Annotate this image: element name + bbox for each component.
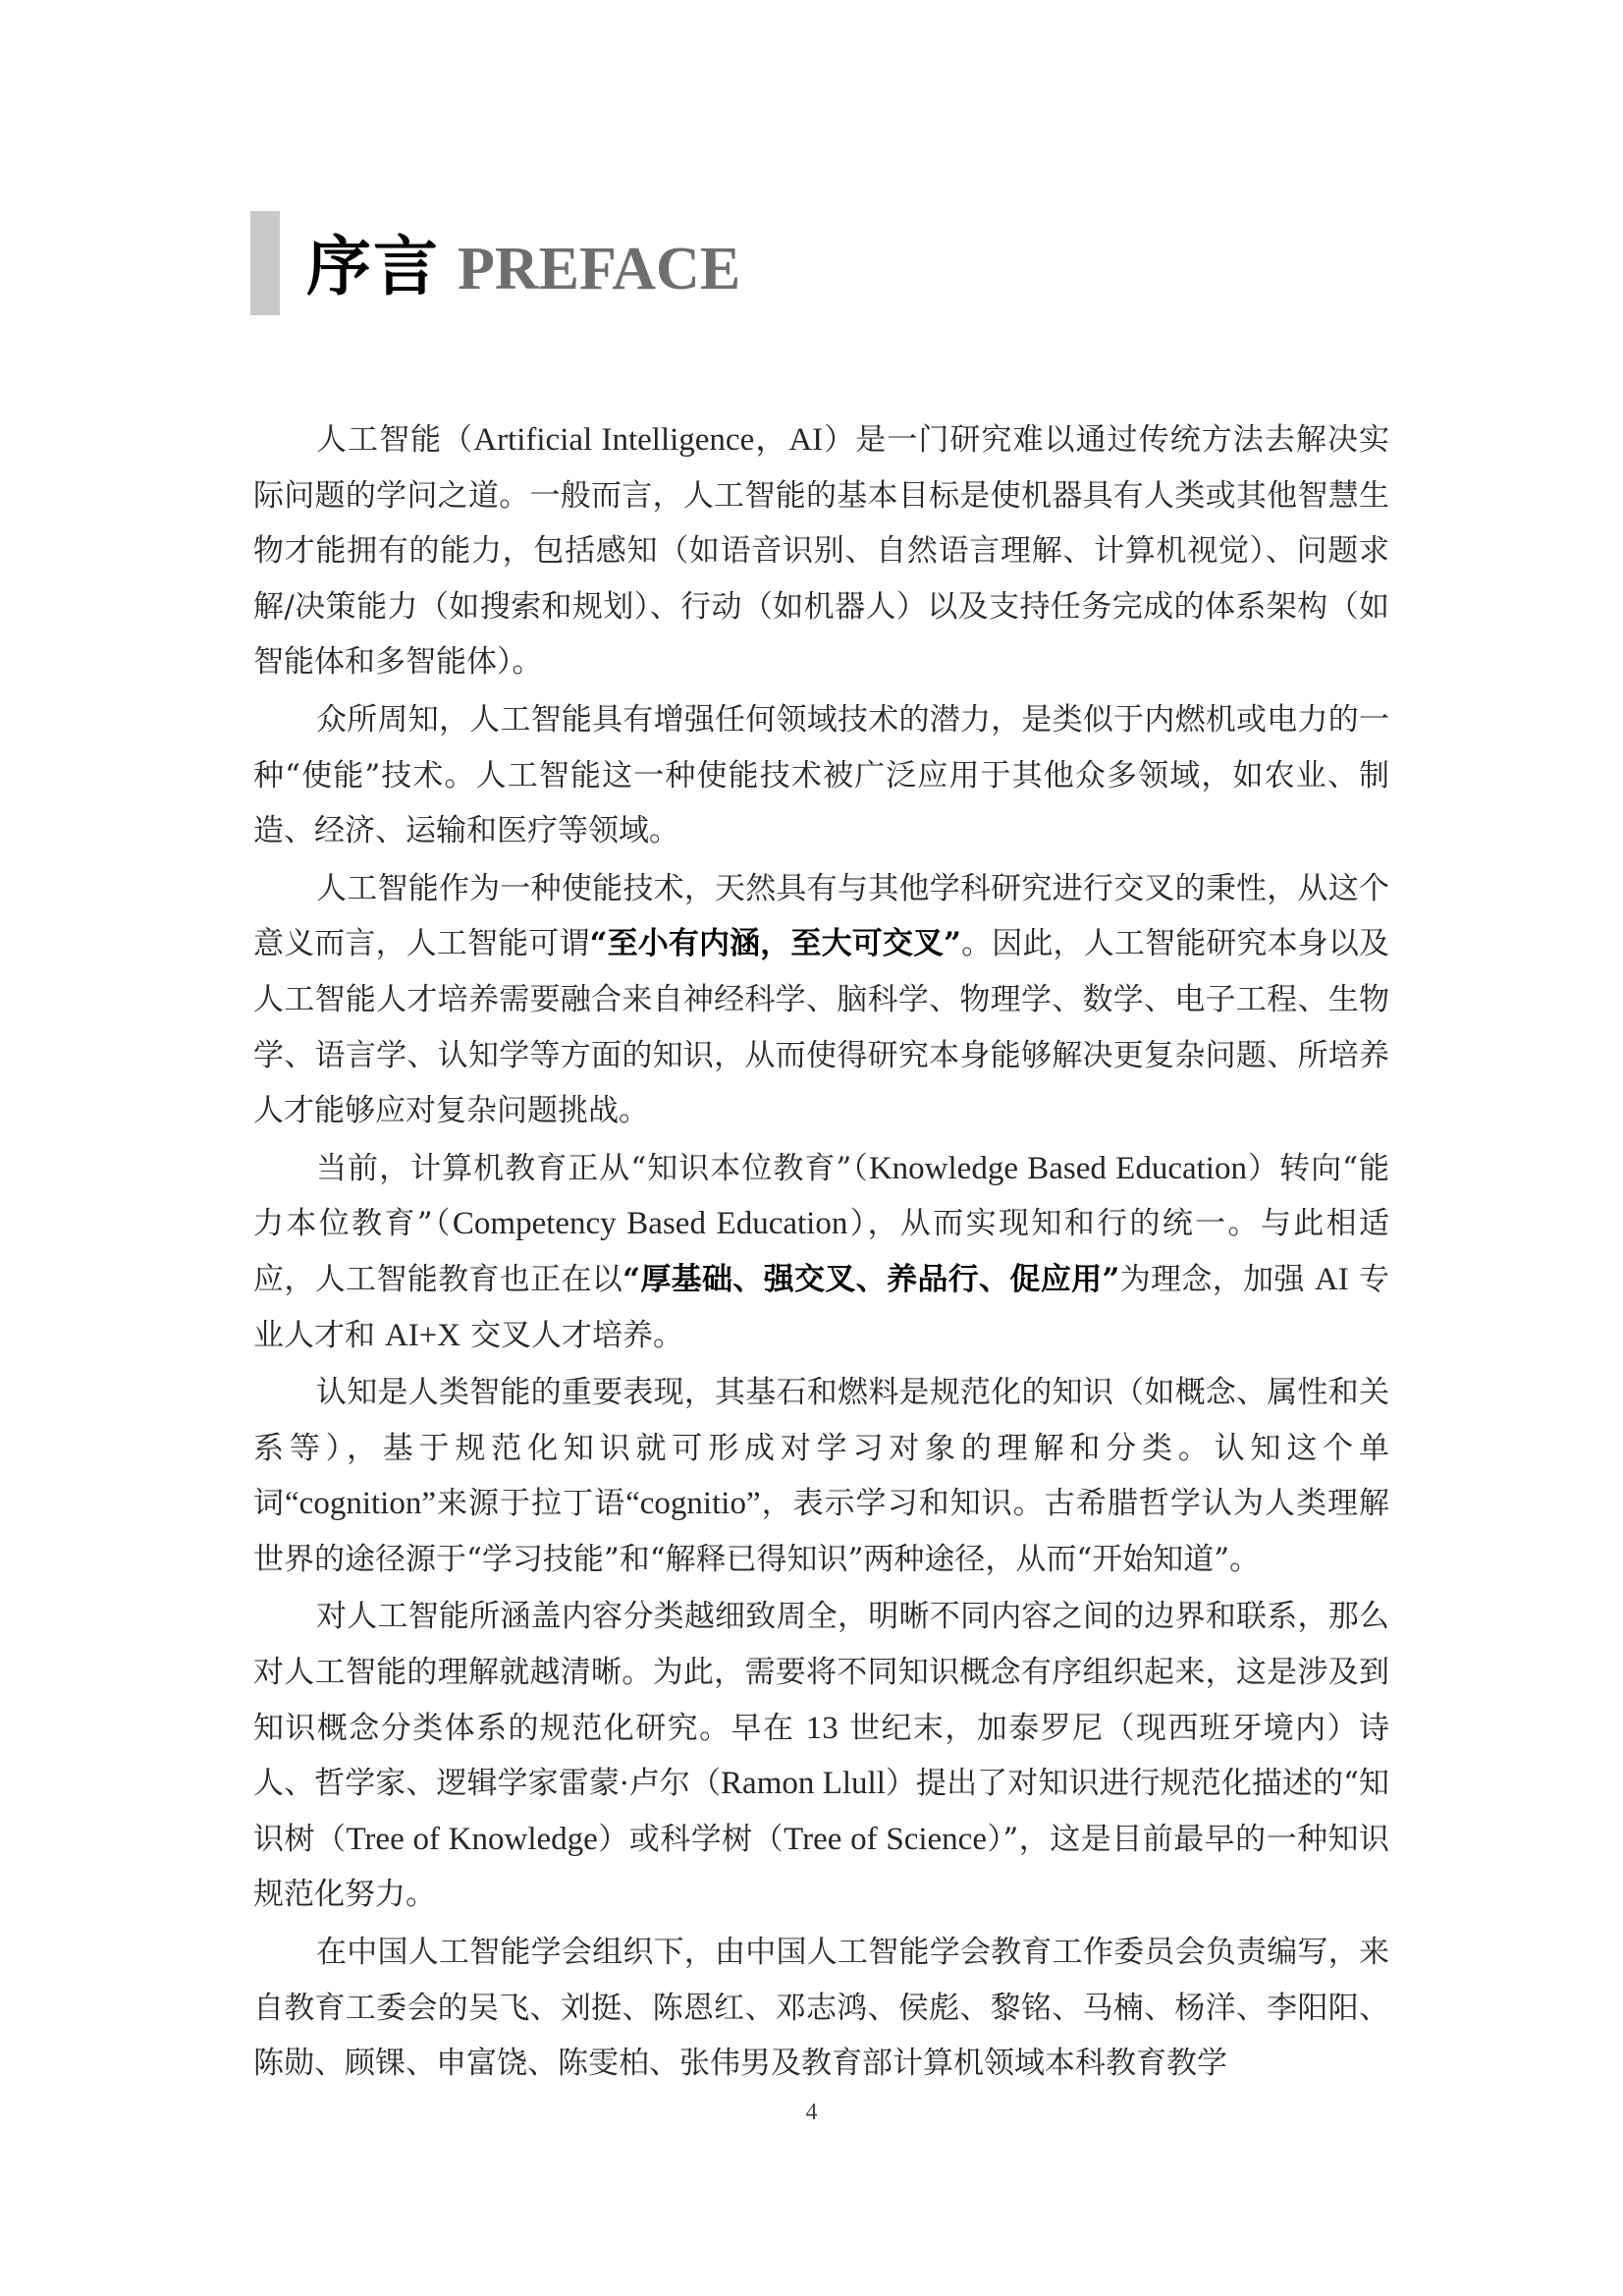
title-chinese: 序言 <box>306 229 440 304</box>
paragraph-text: ），从而实现知和行的统一。与此相适应，人工智能教育也正在以 <box>253 1206 1389 1297</box>
paragraph-text: ）”，这是目前最早的一种知识规范化努力。 <box>253 1821 1390 1913</box>
body-paragraph <box>253 1141 1389 1363</box>
paragraph-text: Competency Based Education <box>452 1206 848 1242</box>
paragraph-text: AI <box>1314 1261 1349 1297</box>
paragraph-text: 当前，计算机教育正从“知识本位教育”（ <box>316 1150 869 1186</box>
paragraph-text: ）是一门研究难以通过传统方法去解决实际问题的学问之道。一般而言，人工智能的基本目标是使机器具有人类或其他智慧生物才能拥有的能力，包括感知（如语音识别、自然语言理解、计算机视觉）、问题求解/决策能力（如搜索和规划）、行动（如机器人）以及支持任务完成的体系架构（如智能体和多智能体）。 <box>253 422 1389 681</box>
paragraph-text: ）提出了对知识进行规范化描述的“知识树（ <box>253 1766 1389 1857</box>
body-paragraph <box>253 412 1389 690</box>
body-paragraph <box>253 1589 1389 1923</box>
paragraph-text: 世纪末，加泰罗尼（现西班牙境内）诗人、哲学家、逻辑学家雷蒙·卢尔（ <box>253 1710 1389 1802</box>
paragraph-text: “cognition” <box>285 1486 436 1522</box>
paragraph-text: “cognitio” <box>625 1486 761 1522</box>
paragraph-text: Tree of Science <box>784 1821 987 1857</box>
paragraph-text: 人工智能（ <box>316 422 474 458</box>
page-title <box>306 218 740 316</box>
body-paragraph <box>253 1925 1389 2092</box>
paragraph-text: Ramon Llull <box>721 1766 886 1802</box>
paragraph-text: ）转向“能力本位教育”（ <box>253 1150 1390 1242</box>
page-number: 4 <box>805 2100 818 2125</box>
paragraph-text: 为理念，加强 <box>1119 1261 1315 1297</box>
paragraph-text: 交叉人才培养。 <box>460 1317 683 1353</box>
paragraph-text: 来源于拉丁语 <box>435 1486 626 1522</box>
body-paragraph <box>253 861 1389 1139</box>
paragraph-text: Knowledge Based Education <box>868 1150 1247 1186</box>
paragraph-text: 对人工智能所涵盖内容分类越细致周全，明晰不同内容之间的边界和联系，那么对人工智能的理解就越清晰。为此，需要将不同知识概念有序组织起来，这是涉及到知识概念分类体系的规范化研究。早在 <box>253 1599 1389 1746</box>
body-paragraph <box>253 692 1389 859</box>
paragraph-text: 认知是人类智能的重要表现，其基石和燃料是规范化的知识（如概念、属性和关系等），基于规范化知识就可形成对学习对象的理解和分类。认知这个单词 <box>253 1375 1389 1522</box>
body-paragraph <box>253 1365 1389 1587</box>
paragraph-text: 人工智能作为一种使能技术，天然具有与其他学科研究进行交叉的秉性，从这个意义而言，人工智能可谓 <box>253 870 1389 962</box>
paragraph-text: 在中国人工智能学会组织下，由中国人工智能学会教育工作委员会负责编写，来自教育工委会的吴飞、刘挺、陈恩红、邓志鸿、侯彪、黎铭、马楠、杨洋、李阳阳、陈勋、顾锞、申富饶、陈雯柏、张伟男及教育部计算机领域本科教育教学 <box>253 1935 1389 2082</box>
paragraph-text: 专业人才和 <box>253 1261 1389 1353</box>
paragraph-text: 。因此，人工智能研究本身以及人工智能人才培养需要融合来自神经科学、脑科学、物理学、数学、电子工程、生物学、语言学、认知学等方面的知识，从而使得研究本身能够解决更复杂问题、所培养人才能够应对复杂问题挑战。 <box>253 926 1389 1129</box>
paragraph-text: Tree of Knowledge <box>346 1821 598 1857</box>
paragraph-text: ，表示学习和知识。古希腊哲学认为人类理解世界的途径源于“学习技能”和“解释已得知识”两种途径，从而“开始知道”。 <box>253 1486 1390 1577</box>
body-text <box>253 412 1389 2094</box>
paragraph-text: Artificial Intelligence，AI <box>473 422 824 458</box>
emphasis-text: “至小有内涵，至大可交叉” <box>589 926 961 962</box>
paragraph-text: 13 <box>805 1710 839 1746</box>
paragraph-text: AI+X <box>384 1317 461 1353</box>
paragraph-text: 众所周知，人工智能具有增强任何领域技术的潜力，是类似于内燃机或电力的一种“使能”技术。人工智能这一种使能技术被广泛应用于其他众多领域，如农业、制造、经济、运输和医疗等领域。 <box>253 701 1389 849</box>
paragraph-text: ）或科学树（ <box>597 1821 784 1857</box>
title-accent-bar <box>250 211 280 315</box>
title-english: PREFACE <box>458 236 741 302</box>
emphasis-text: “厚基础、强交叉、养品行、促应用” <box>622 1261 1120 1297</box>
